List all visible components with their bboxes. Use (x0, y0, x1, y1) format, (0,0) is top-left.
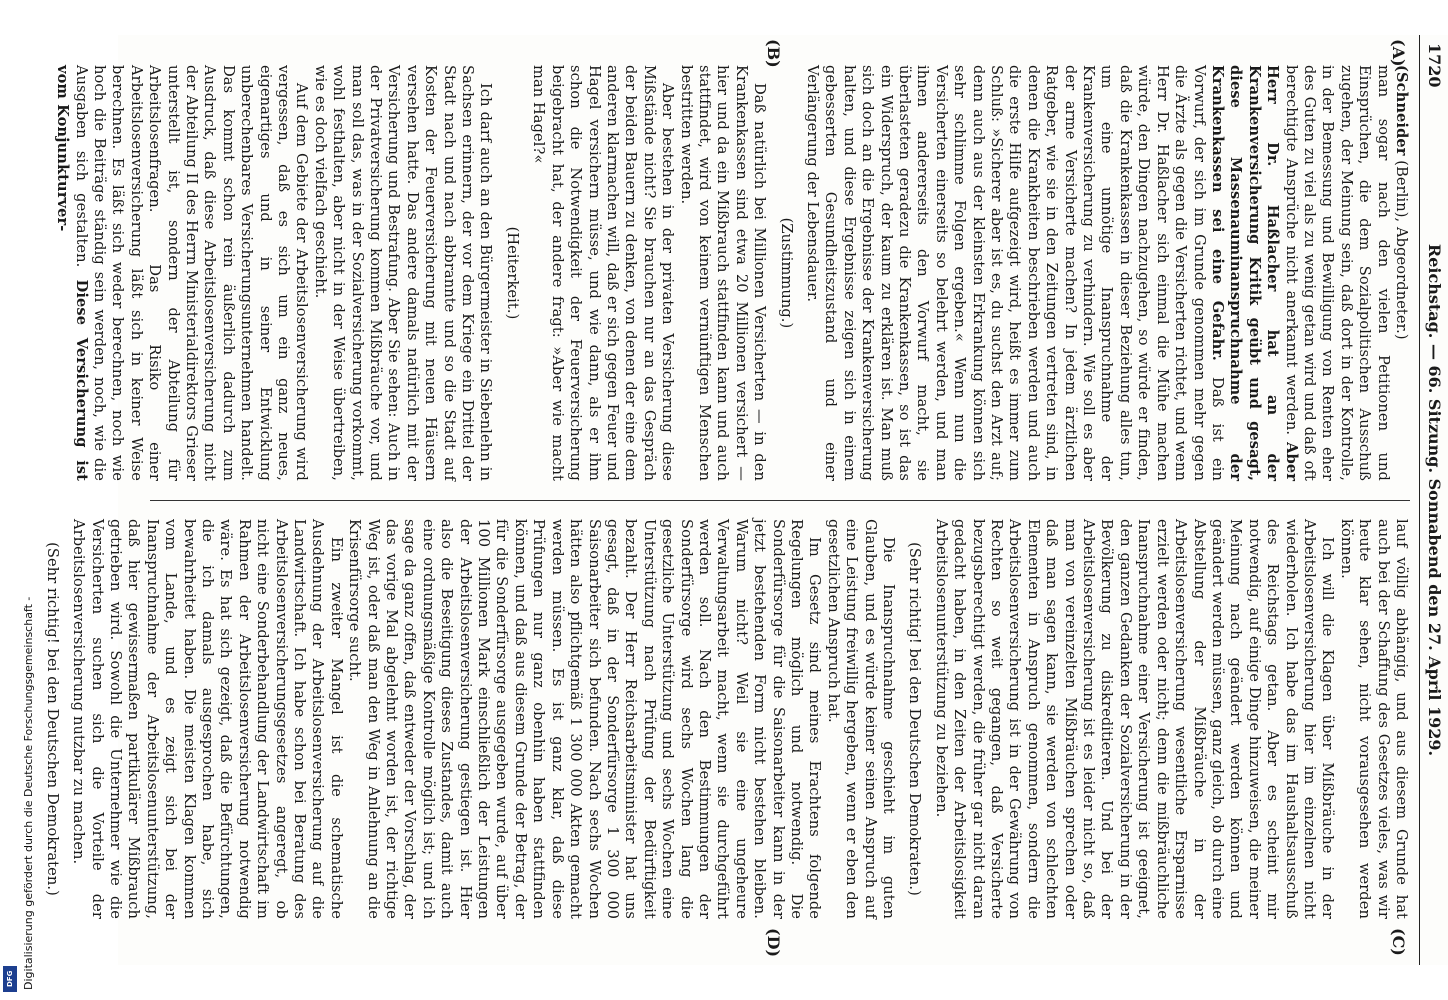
running-title: Reichstag. — 66. Sitzung. Sonnabend den 27. April 1929. (1425, 243, 1444, 757)
page-header (1419, 35, 1448, 965)
speaker-suffix: (Berlin), Abgeordneter.) (1393, 155, 1410, 340)
digitization-strip (0, 0, 22, 1000)
right-paragraph-3: Die Inanspruchnahme geschieht im guten Glauben, und es würde keiner seinen Anspruch auf eine Leistung freiwillig hergeben, wenn er eben den gesetzlichen Anspruch hat. (824, 519, 898, 919)
left-p1-cont: Daß ist ein Vorwurf, der sich im Grunde genommen mehr gegen die Ärzte als gegen die Versicherten richtet, und wenn Herr Dr. Haßlacher sich einmal die Mühe machen würde, den Dingen nachzugehen, so würde er finden, daß die Krankenkassen in dieser Beziehung alles tun, um eine unnötige Inanspruchnahme der Krankenversicherung zu verhindern. Wie soll es aber der arme Versicherte machen? In jedem ärztlichen Ratgeber, wie sie in den Zeitungen vertreten sind, in denen die Krankheiten beschrieben werden und auch die erste Hilfe aufgezeigt wird, heißt es immer zum Schluß: »Sicherer aber ist es, du suchst den Arzt auf; denn auch aus der kleinsten Erkrankung können sich sehr schlimme Folgen ergeben.« Wenn nun die Versicherten einerseits so belehrt werden, und man ihnen andererseits den Vorwurf macht, sie überlasteten geradezu die Krankenkassen, so ist das ein Widerspruch, der kaum zu erklären ist. Man muß sich doch an die Ergebnisse der Krankenversicherung halten, und diese Ergebnisse zeigen sich in einem gebesserten Gesundheitszustand und einer Verlängerung der Lebensdauer. (804, 65, 1226, 481)
left-p1-text: man sogar nach den vielen Petitionen und Einsprüchen, die dem Sozialpolitischen Ausschuß zugehen, der Meinung sein, daß dort in der Kontrolle, in der Bemessung und Bewilligung von Renten eher des Guten zu viel als zu wenig getan wird und daß oft berechtigte Ansprüche nicht anerkannt werden. (1282, 65, 1392, 481)
marker-b: (B) (764, 39, 783, 68)
right-paragraph-5: Ein zweiter Mangel ist die schematische Ausdehnung der Arbeitslosenversicherung auf die Landwirtschaft. Ich habe schon bei Beratung des Arbeitslosenversicherungsgesetzes angeregt, ob nicht eine Sonderbehandlung der Landwirtschaft im Rahmen der Arbeitslosenversicherung notwendig wäre. Es hat sich gezeigt, daß die Befürchtungen, die ich damals ausgesprochen habe, sich bewahrheitet haben. Die meisten Klagen kommen vom Lande, und es zeigt sich bei der Inanspruchnahme der Arbeitslosenunterstützung, daß hier gewissermaßen partikulärer Mißbrauch getrieben wird. Sowohl die Unternehmer wie die Versicherten suchen sich die Vorteile der Arbeitslosenversicherung nutzbar zu machen. (70, 519, 345, 919)
left-paragraph-2: Daß natürlich bei Millionen Versicherten — in den Krankenkassen sind etwa 20 Millionen versichert — hier und da ein Mißbrauch stattfinden kann und auch stattfindet, wird von keinem vernünftigen Menschen bestritten werden. (677, 65, 769, 481)
right-paragraph-2: Ich will die Klagen über Mißbräuche in der Arbeitslosenversicherung hier im einzelnen nicht wiederholen. Ich habe das im Haushaltsausschuß des Reichstags getan. Aber es scheint mir notwendig, auf einige Dinge hinzuweisen, die meiner Meinung nach geändert werden können und geändert werden müssen, ganz gleich, ob durch eine Abstellung der Mißbräuche in der Arbeitslosenversicherung wesentliche Ersparnisse erzielt werden oder nicht; denn die mißbräuchliche Inanspruchnahme einer Versicherung ist geeignet, den ganzen Gedanken der Sozialversicherung in der Bevölkerung zu diskreditieren. Und bei der Arbeitslosenversicherung ist es leider nicht so, daß man von vereinzelten Mißbräuchen sprechen oder daß man sagen kann, sie werden von schlechten Elementen in Anspruch genommen, sondern die Arbeitslosenversicherung ist in der Gewährung von Rechten so weit gegangen, daß Versicherte bezugsberechtigt werden, die früher gar nicht daran gedacht haben, in den Zeiten der Arbeitslosigkeit Arbeitslosenunterstützung zu beziehen. (932, 519, 1337, 919)
marker-d: (D) (764, 928, 783, 958)
column-divider (150, 500, 1410, 501)
marker-a: (A) (1389, 39, 1408, 67)
left-paragraph-1 (803, 65, 1392, 481)
page-number: 1720 (1425, 43, 1444, 88)
dfg-logo-icon: DFG (3, 966, 17, 992)
right-column (43, 519, 1410, 919)
speaker-name: (Schneider (1393, 65, 1410, 156)
left-p5-text: Auf dem Gebiete der Arbeitslosenversicherung wird vergessen, daß es sich um ein ganz neues, eigenartiges und in seiner Entwicklung unberechenbares Versicherungsunternehmen handelt. Das kommt schon rein äußerlich dadurch zum Ausdruck, daß diese Arbeitslosenversicherung nicht der Abteilung II des Herrn Ministerialdirektors Grieser unterstellt ist, sondern der Abteilung für Arbeitslosenfragen. Das Risiko einer Arbeitslosenversicherung läßt sich in keiner Weise berechnen. Es läßt sich weder berechnen, noch wie hoch die Beiträge ständig sein werden, noch, wie die Ausgaben sich gestalten. (72, 65, 311, 481)
interjection-zustimmung: (Zustimmung.) (777, 217, 795, 329)
interjection-heiterkeit: (Heiterkeit.) (503, 226, 521, 320)
marker-c: (C) (1389, 928, 1408, 956)
left-paragraph-4: Ich darf auch an den Bürgermeister in Siebenlehn in Sachsen erinnern, der vor dem Kriege ein Drittel der Stadt nach und nach abbrannte und so die Stadt auf Kosten der Feuerversicherung mit neuen Häusern versehen hatte. Das andere damals natürlich mit der Versicherung und Bestrafung. Aber Sie sehen: Auch in der Privatversicherung kommen Mißbräuche vor, und man soll das, was in der Sozialversicherung vorkommt, wohl festhalten, aber nicht in der Weise übertreiben, wie es doch vielfach geschieht. (311, 65, 495, 481)
left-paragraph-3: Aber bestehen in der privaten Versicherung diese Mißstände nicht? Sie brauchen nur an das Gespräch der beiden Bauern zu denken, von denen der eine dem anderen klarmachen will, daß er sich gegen Feuer und Hagel versichern müsse, und wie dann, als er ihm schon die Notwendigkeit der Feuerversicherung beigebracht hat, der andere fragt: »Aber wie macht man Hagel?« (530, 65, 677, 481)
digitization-credit: Digitalisierung gefördert durch die Deutsche Forschungsgemeinschaft - (22, 596, 35, 990)
left-p1-bold: Aber Herr Dr. Haßlacher hat an der Krankenversicherung Kritik geübt und gesagt, diese Massenauminanspruchnahme der Krankenkassen sei eine Gefahr. (1208, 65, 1300, 481)
interjection-sehr-richtig-2: (Sehr richtig! bei den Deutschen Demokraten.) (43, 542, 61, 896)
left-p5-bold: Diese Versicherung ist vom Konjunkturver- (54, 65, 90, 481)
speaker-line (1392, 65, 1410, 481)
interjection-sehr-richtig-1: (Sehr richtig! bei den Deutschen Demokraten.) (906, 542, 924, 896)
left-paragraph-5 (53, 65, 311, 481)
right-paragraph-4: Im Gesetz sind meines Erachtens folgende Regelungen möglich und notwendig. Die Sonderfürsorge für die Saisonarbeiter kann in der jetzt bestehenden Form nicht bestehen bleiben. Warum nicht? Weil sie eine ungeheure Verwaltungsarbeit macht, wenn sie durchgeführt werden soll. Nach den Bestimmungen der Sonderfürsorge wird sechs Wochen lang die gesetzliche Unterstützung und sechs Wochen eine Unterstützung nach Prüfung der Bedürftigkeit bezahlt. Der Herr Reichsarbeitsminister hat uns gesagt, daß in der Sonderfürsorge 1 300 000 Saisonarbeiter sich befunden. Nach sechs Wochen hätten also pflichtgemäß 1 300 000 Akten gemacht werden müssen. Es ist ganz klar, daß diese Prüfungen nur ganz obenhin haben stattfinden können, und daß aus diesem Grunde der Betrag, der für die Sonderfürsorge ausgegeben wurde, auf über 100 Millionen Mark einschließlich der Leistungen der Arbeitslosenversicherung gestiegen ist. Hier also die Beseitigung dieses Zustandes, damit auch eine ordnungsmäßige Kontrolle möglich ist; und ich sage da ganz offen, daß entweder der Vorschlag, der das vorige Mal abgelehnt worden ist, der richtige Weg ist, oder daß man den Weg in Anlehnung an die Krisenfürsorge sucht. (346, 519, 824, 919)
right-paragraph-1: lauf völlig abhängig, und aus diesem Grunde hat auch bei der Schaffung des Gesetzes vieles, was wir heute klar sehen, nicht vorausgesehen werden können. (1337, 519, 1410, 919)
left-column (54, 65, 1410, 481)
rotated-page (43, 35, 1448, 965)
